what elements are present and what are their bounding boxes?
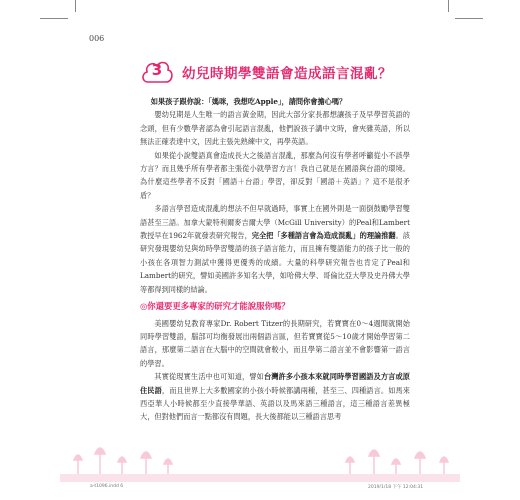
body-text <box>140 95 410 424</box>
crop-mark <box>40 18 68 19</box>
crop-mark <box>455 18 483 19</box>
intro-question: 如果孩子跟你說：「媽咪，我想吃Apple」，請問你會擔心嗎？ <box>150 97 347 106</box>
section-title <box>140 57 392 87</box>
page-number: 006 <box>89 34 105 43</box>
subheading: ◎你還要更多專家的研究才能說服你嗎？ <box>140 301 290 312</box>
crop-mark <box>448 0 449 12</box>
footer-file: a-t1096.indd 6 <box>90 484 124 489</box>
cloud-badge-icon <box>140 57 174 87</box>
section-number: 3 <box>151 61 163 79</box>
paragraph: 其實從現實生活中也可知道，譬如台灣許多小孩本來就同時學習國語及方言或原住民語，而且世界上大多數國家的小孩小時候都講兩種，甚至三、四種語言。如馬來西亞華人小時候都至少直接學華語、英語以及馬來語三種語言，這三種語言差異極大，但對他們而言一點都沒有問題，長大後都能以三種語言思考 <box>140 372 410 422</box>
paragraph: 多語言學習造成混亂的想法不但早就過時，事實上在國外則是一面倒鼓勵學習雙語甚至三語。加拿大蒙特利爾麥吉爾大學（McGill University）的Peal和Lambert教授早在1962年就發表研究報告，完全把「多種語言會為造成混亂」的理論推翻。該研究發現嬰幼兒與幼時學習雙語的孩子語言能力，而且擁有雙語能力的孩子比一般的小孩在各項智力測試中獲得更優秀的成績。大量的科學研究報告也肯定了Peal和Lambert的研究，譬如美國許多知名大學，如哈佛大學、哥倫比亞大學及史丹佛大學等都得到同樣的結論。 <box>140 204 410 294</box>
paragraph: 美國嬰幼兒教育專家Dr. Robert Titzer的長期研究，若寶寶在0～4週間就開始同時學習雙語，腦部可均衡發展出兩個語言區，但若寶寶從5～10歲才開始學習第二語言，那麼第二語言在大腦中的空間就會較小，而且學第二語言並不會影響第一語言的學習。 <box>140 318 410 368</box>
section-heading: 幼兒時期學雙語會造成語言混亂？ <box>182 66 392 82</box>
paragraph: 如果從小說雙語真會造成長大之後語言混亂，那麼為何沒有學者呼籲從小不該學方言？而且幾乎所有學者都主張從小就學習方言！我自己就是在國語與台語的環境。為什麼這些學者不反對「國語＋台語」學習，卻反對「國語＋英語」？這不是很矛盾？ <box>140 150 410 200</box>
crop-mark <box>75 0 76 12</box>
footer-date: 2019/1/18 下午 12:04:31 <box>368 485 424 490</box>
tulip-decoration-icon <box>60 432 460 482</box>
paragraph: 嬰幼兒期是人生唯一的語言黃金期，因此大部分家長都想讓孩子及早學習英語的念頭，但有少數學者認為會引起語言混亂，他們說孩子講中文時，會夾雜英語，所以無法正確表達中文，因此主張先熟練中文，再學英語。 <box>140 110 410 147</box>
